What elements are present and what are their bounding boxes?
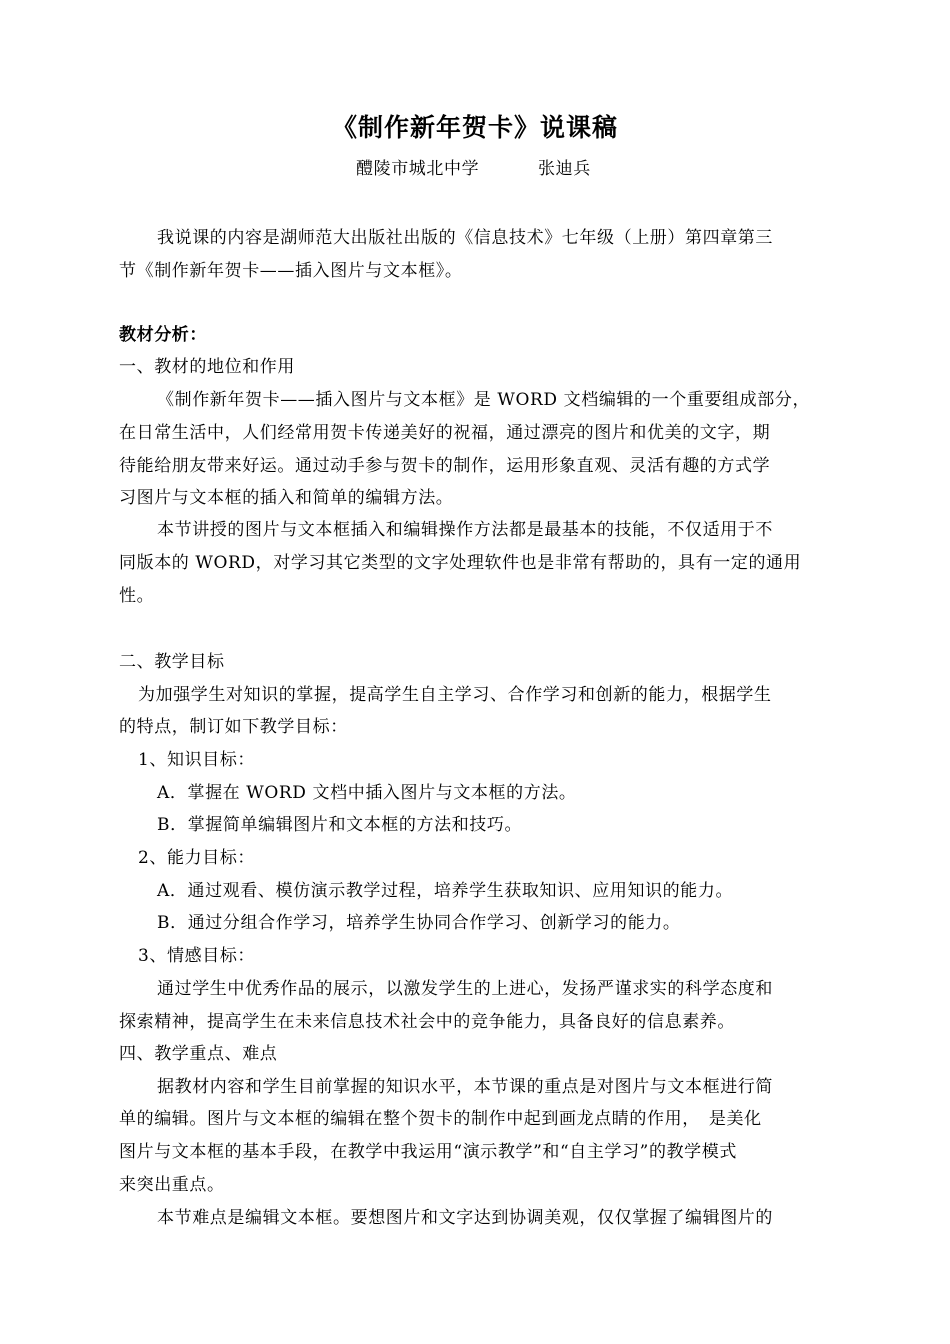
paragraph-line: 节《制作新年贺卡——插入图片与文本框》。 <box>119 261 463 281</box>
paragraph-line: 本节讲授的图片与文本框插入和编辑操作方法都是最基本的技能，不仅适用于不 <box>157 520 773 540</box>
list-item: 3、情感目标： <box>138 946 256 966</box>
section-heading: 四、教学重点、难点 <box>119 1044 278 1064</box>
paragraph-line: 性。 <box>119 586 155 606</box>
section-heading: 二、教学目标 <box>119 652 225 672</box>
list-item: A．掌握在 WORD 文档中插入图片与文本框的方法。 <box>157 783 577 803</box>
list-item: B．掌握简单编辑图片和文本框的方法和技巧。 <box>157 815 523 835</box>
paragraph-line: 本节难点是编辑文本框。要想图片和文字达到协调美观，仅仅掌握了编辑图片的 <box>157 1208 773 1228</box>
paragraph-line: 单的编辑。图片与文本框的编辑在整个贺卡的制作中起到画龙点睛的作用， 是美化 <box>119 1109 762 1129</box>
paragraph-line: 习图片与文本框的插入和简单的编辑方法。 <box>119 488 454 508</box>
paragraph-line: 在日常生活中，人们经常用贺卡传递美好的祝福，通过漂亮的图片和优美的文字，期 <box>119 423 771 443</box>
list-item: A．通过观看、模仿演示教学过程，培养学生获取知识、应用知识的能力。 <box>157 881 734 901</box>
list-item: 2、能力目标： <box>138 848 256 868</box>
paragraph-line: 探索精神，提高学生在未来信息技术社会中的竞争能力，具备良好的信息素养。 <box>119 1012 735 1032</box>
paragraph-line: 同版本的 WORD，对学习其它类型的文字处理软件也是非常有帮助的，具有一定的通用 <box>119 553 802 573</box>
paragraph-line: 通过学生中优秀作品的展示，以激发学生的上进心，发扬严谨求实的科学态度和 <box>157 979 773 999</box>
section-heading: 教材分析： <box>119 325 207 345</box>
paragraph-line: 图片与文本框的基本手段，在教学中我运用“演示教学”和“自主学习”的教学模式 <box>119 1142 737 1162</box>
list-item: B．通过分组合作学习，培养学生协同合作学习、创新学习的能力。 <box>157 913 681 933</box>
paragraph-line: 来突出重点。 <box>119 1175 225 1195</box>
document-title: 《制作新年贺卡》说课稿 <box>331 113 618 142</box>
paragraph-line: 待能给朋友带来好运。通过动手参与贺卡的制作，运用形象直观、灵活有趣的方式学 <box>119 456 771 476</box>
paragraph-line: 据教材内容和学生目前掌握的知识水平，本节课的重点是对图片与文本框进行简 <box>157 1077 773 1097</box>
paragraph-line: 的特点，制订如下教学目标： <box>119 717 348 737</box>
section-heading: 一、教材的地位和作用 <box>119 357 295 377</box>
school-name: 醴陵市城北中学 <box>356 159 480 179</box>
paragraph-line: 我说课的内容是湖师范大出版社出版的《信息技术》七年级（上册）第四章第三 <box>157 228 773 248</box>
paragraph-line: 为加强学生对知识的掌握，提高学生自主学习、合作学习和创新的能力，根据学生 <box>138 685 772 705</box>
paragraph-line: 《制作新年贺卡——插入图片与文本框》是 WORD 文档编辑的一个重要组成部分， <box>157 390 811 410</box>
author-name: 张迪兵 <box>538 159 591 179</box>
list-item: 1、知识目标： <box>138 750 256 770</box>
